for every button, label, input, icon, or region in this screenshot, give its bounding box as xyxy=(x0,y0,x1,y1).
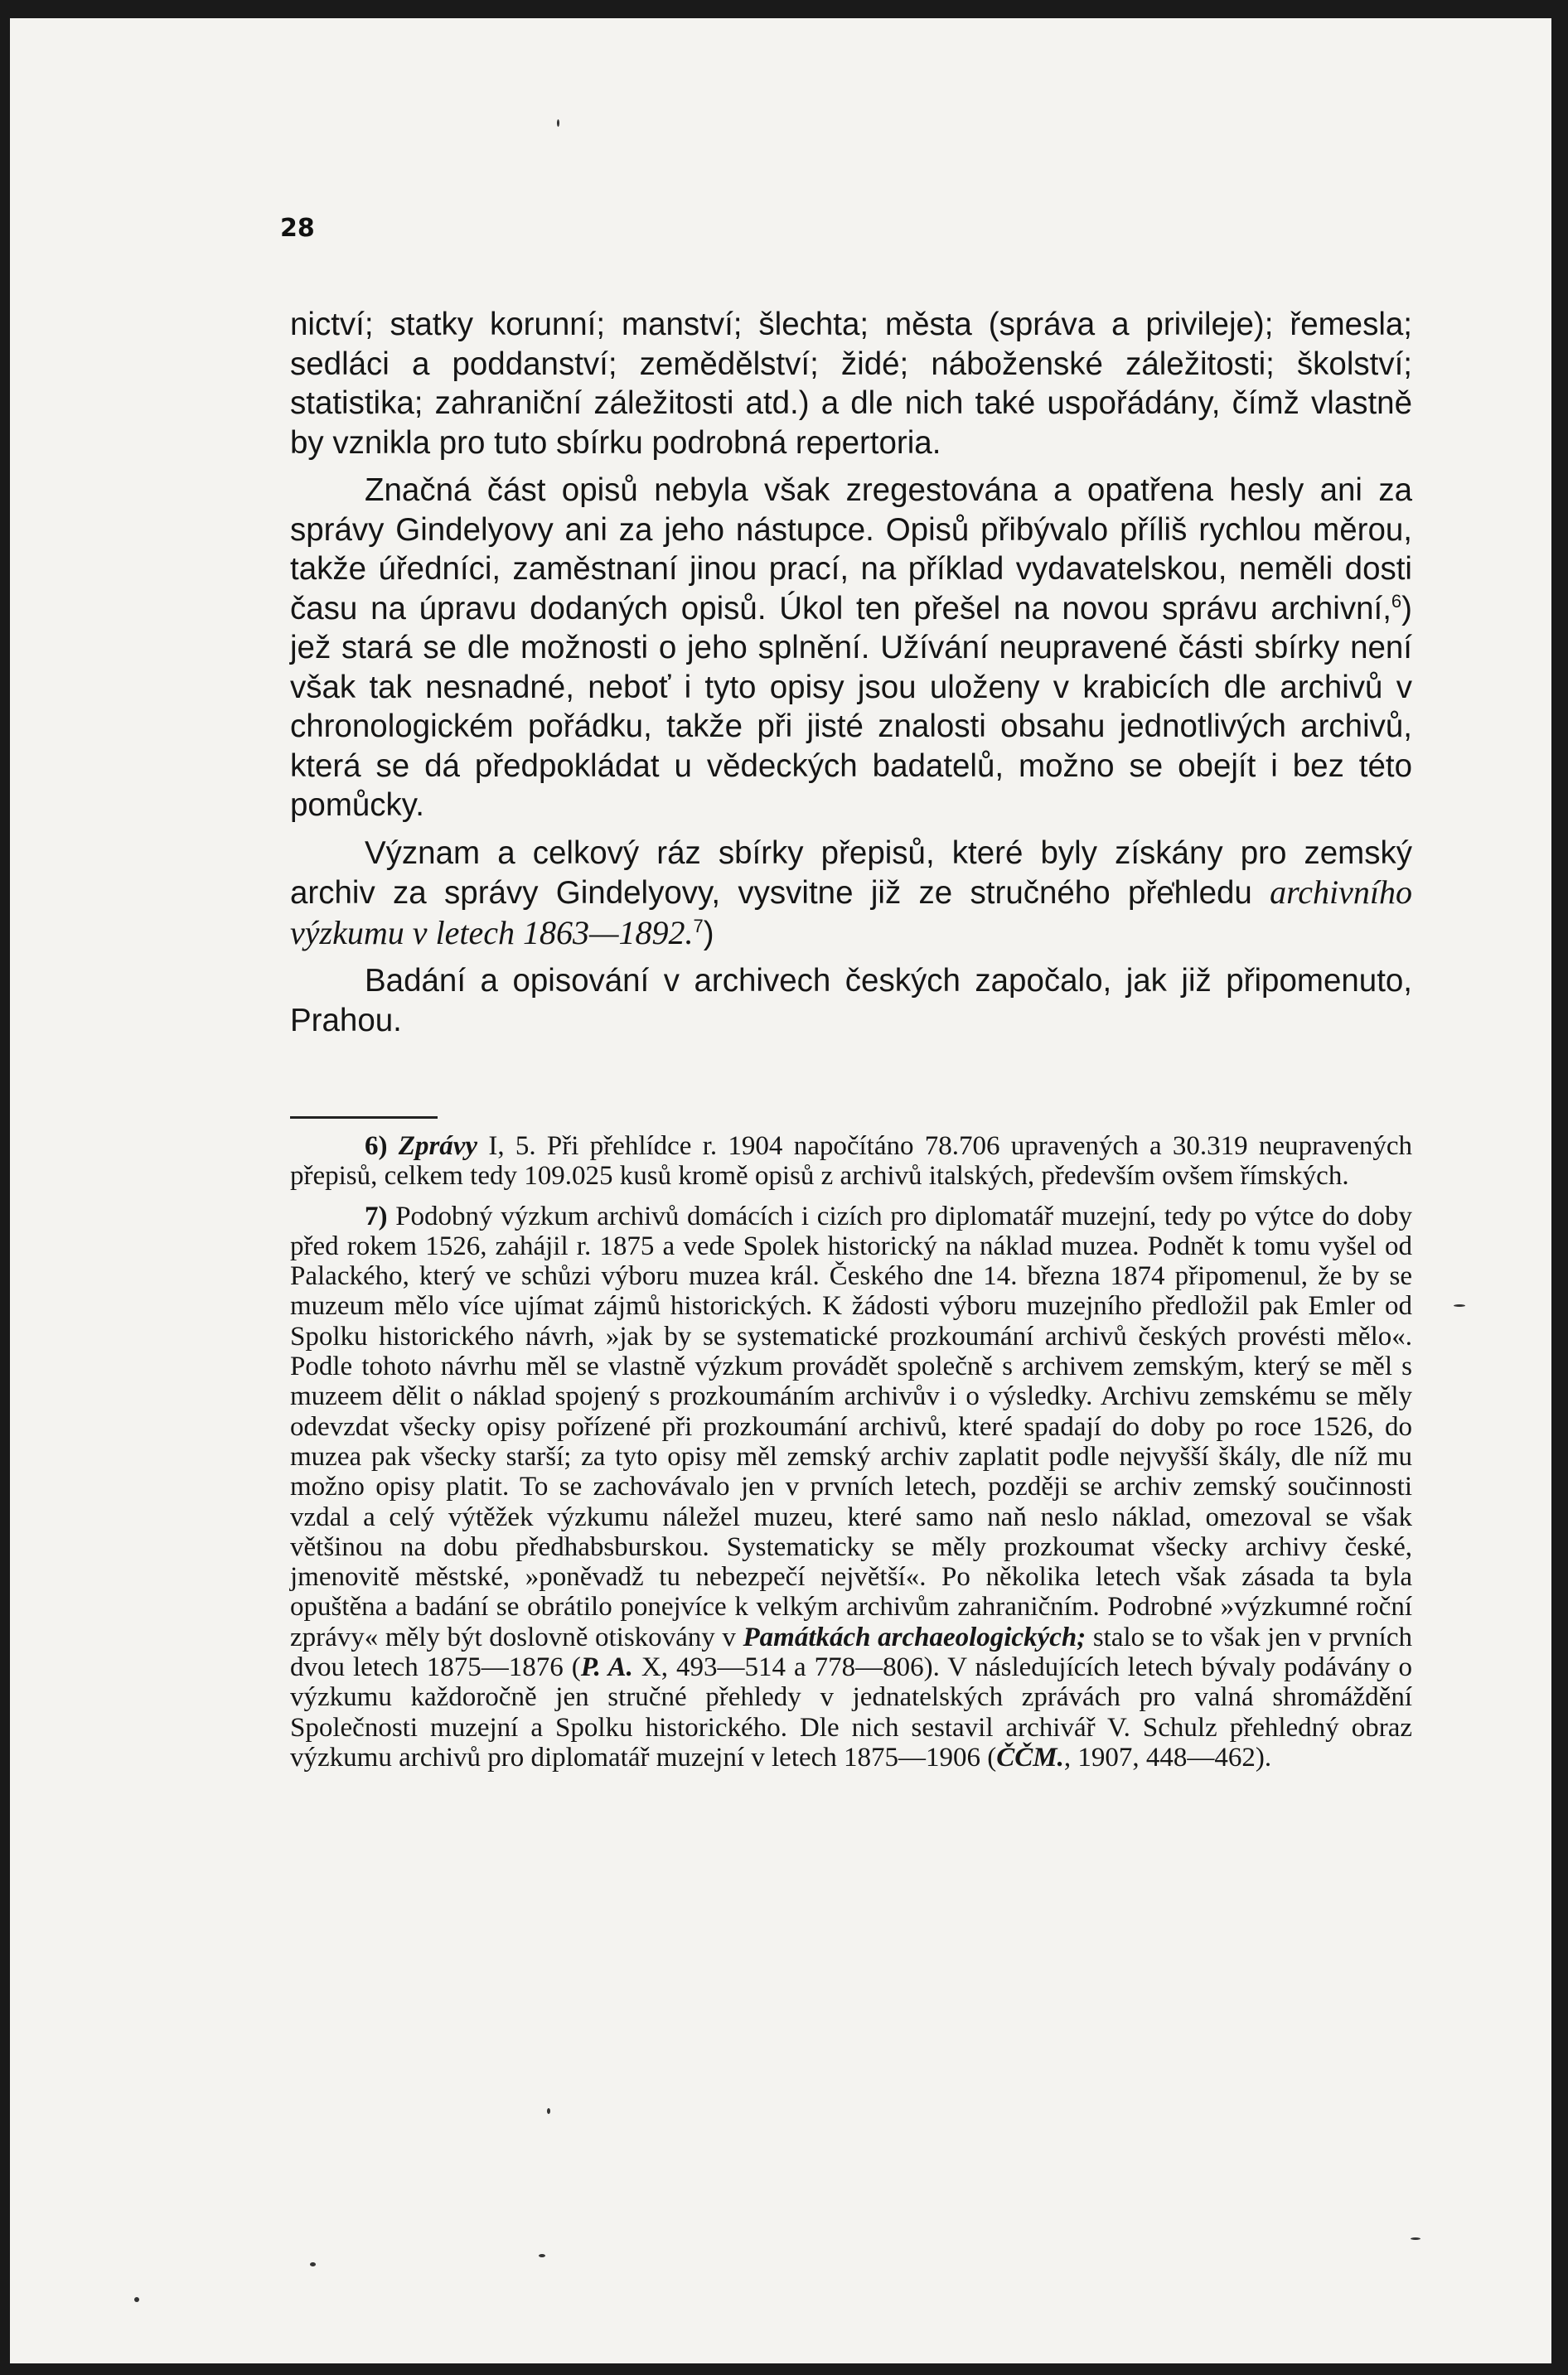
paragraph xyxy=(290,471,1412,825)
paragraph: Badání a opisování v archivech českých započalo, jak již připomenuto, Prahou. xyxy=(290,963,1412,1038)
paragraph-text: Význam a celkový ráz sbírky přepisů, které byly získány pro zemský archiv za správy Gindelyovy, vysvitne již ze stručného přehledu xyxy=(290,834,1412,911)
scan-speck xyxy=(1411,2237,1420,2240)
footnote-ref-6[interactable]: 6 xyxy=(1391,590,1402,612)
footnote-mark: 7) xyxy=(365,1201,388,1231)
italic-title: archivního výzkumu v letech 1863—1892. xyxy=(290,873,1412,951)
footnote-7 xyxy=(290,1202,1412,1773)
footnote-italic: P. A. xyxy=(580,1652,633,1683)
paragraph-text: ) xyxy=(703,915,714,951)
footnote-italic: Památkách archaeologických; xyxy=(743,1622,1086,1652)
footnote-ref-7[interactable]: 7 xyxy=(693,915,704,936)
footnote-text: X, 493—514 a 778—806). V následujících letech bývaly podávány o výzkumu každoročně jen stručné přehledy v jednatelských zprávách pro valná shromáždění Společnosti muzejní a Spolku historického. Dle nich sestavil archivář V. Schulz přehledný obraz výzkumu archivů pro diplomatář muzejní v letech 1875—1906 ( xyxy=(290,1652,1412,1773)
paragraph-text: Značná část opisů nebyla však zregestována a opatřena hesly ani za správy Gindelyovy ani za jeho nástupce. Opisů přibývalo příliš rychlou měrou, takže úředníci, zaměstnaní jinou prací, na příklad vydavatelskou, neměli dosti času na úpravu dodaných opisů. Úkol ten přešel na novou správu archivní, xyxy=(290,472,1412,626)
main-text xyxy=(290,305,1412,1040)
scan-speck xyxy=(1454,1304,1465,1307)
paragraph: nictví; statky korunní; manství; šlechta; města (správa a privileje); řemesla; sedláci a poddanství; zemědělství; židé; náboženské záležitosti; školství; statistika; zahraniční záležitosti atd.) a dle nich také uspořádány, čímž vlastně by vznikla pro tuto sbírku podrobná repertoria. xyxy=(290,307,1412,461)
scan-speck xyxy=(539,2254,545,2257)
footnotes xyxy=(290,1131,1412,1773)
footnote-text: stalo se to však jen v prvních dvou letech 1875—1876 ( xyxy=(290,1622,1412,1683)
scan-speck xyxy=(557,119,559,127)
footnote-text: , 1907, 448—462). xyxy=(1063,1742,1272,1773)
paragraph-text: ) jež stará se dle možnosti o jeho splnění. Užívání neupravené části sbírky není však tak nesnadné, neboť i tyto opisy jsou uloženy v krabicích dle archivů v chronologickém pořádku, takže při jisté znalosti obsahu jednotlivých archivů, která se dá předpokládat u vědeckých badatelů, možno se obejít i bez této pomůcky. xyxy=(290,590,1412,823)
scan-speck xyxy=(134,2297,139,2302)
footnote-text: I, 5. Při přehlídce r. 1904 napočítáno 78.706 upravených a 30.319 neupravených přepisů, celkem tedy 109.025 kusů kromě opisů z archivů italských, především ovšem římských. xyxy=(290,1131,1412,1192)
scan-speck xyxy=(547,2108,550,2114)
scan-speck xyxy=(310,2262,316,2266)
footnote-6 xyxy=(290,1131,1412,1192)
paragraph xyxy=(290,834,1412,954)
footnote-italic: ČČM. xyxy=(996,1742,1064,1773)
footnote-text: Podobný výzkum archivů domácích i cizích pro diplomatář muzejní, tedy po výtce do doby před rokem 1526, zahájil r. 1875 a vede Spolek historický na náklad muzea. Podnět k tomu vyšel od Palackého, který ve schůzi výboru muzea král. Českého dne 14. března 1874 připomenul, že by se muzeum mělo více ujímat zájmů historických. K žádosti výboru muzejního předložil pak Emler od Spolku historického návrh, »jak by se systematické prozkoumání archivů českých provésti mělo«. Podle tohoto návrhu měl se vlastně výzkum provádět společně s archivem zemským, který se měl s muzeem dělit o náklad spojený s prozkoumáním archivův i o výsledky. Archivu zemskému se měly odevzdat všecky opisy pořízené při prozkoumání archivů, které spadají do doby po roce 1526, do muzea pak všecky starší; za tyto opisy měl zemský archiv zaplatit podle nejvyšší škály, dle níž mu možno opisy platit. To se zachovávalo jen v prvních letech, později se archiv zemský součinnosti vzdal a celý výtěžek výzkumu náležel muzeu, které samo naň neslo náklad, omezoval se však většinou na dobu předhabsburskou. Systematicky se měly prozkoumat všecky archivy české, jmenovitě městské, »poněvadž tu nebezpečí největší«. Po několika letech však zásada ta byla opuštěna a badání se obrátilo ponejvíce k velkým archivům zahraničním. Podrobné »výzkumné roční zprávy« měly být doslovně otiskovány v xyxy=(290,1201,1412,1652)
footnote-divider xyxy=(290,1116,438,1119)
page-number: 28 xyxy=(280,214,315,243)
footnote-title: Zprávy xyxy=(398,1131,478,1161)
footnote-mark: 6) xyxy=(365,1131,388,1161)
